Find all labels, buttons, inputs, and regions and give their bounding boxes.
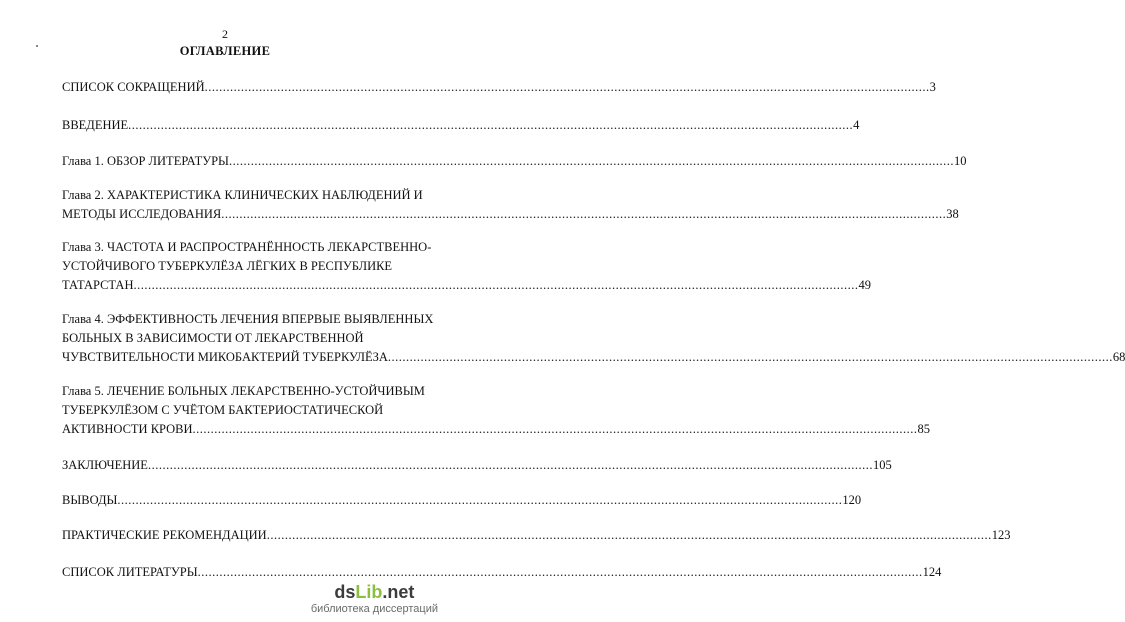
toc-dot-leader: ........................................................................................................................................................................................................ — [197, 565, 923, 579]
toc-entry — [62, 116, 860, 135]
toc-entry-line — [62, 563, 942, 582]
watermark-caption: библиотека диссертаций — [310, 603, 438, 615]
toc-entry-text: МЕТОДЫ ИССЛЕДОВАНИЯ — [62, 207, 222, 221]
watermark — [311, 582, 438, 616]
toc-dot-leader: ........................................................................................................................................................................................................ — [387, 350, 1113, 364]
toc-page-number: 38 — [946, 207, 959, 221]
toc-entry-line — [62, 491, 862, 510]
toc-entry-line — [62, 205, 959, 224]
toc-entry — [62, 382, 931, 439]
toc-entry-text: БОЛЬНЫХ В ЗАВИСИМОСТИ ОТ ЛЕКАРСТВЕННОЙ — [62, 331, 364, 345]
toc-entry — [62, 456, 892, 475]
toc-entry-line — [62, 526, 1011, 545]
toc-entry-line — [62, 116, 860, 135]
toc-entry-line — [62, 420, 931, 439]
toc-entry-text: ТАТАРСТАН — [62, 278, 134, 292]
toc-dot-leader: ........................................................................................................................................................................................................ — [221, 207, 947, 221]
toc-entry-text: Глава 5. ЛЕЧЕНИЕ БОЛЬНЫХ ЛЕКАРСТВЕННО-УСТОЙЧИВЫМ — [62, 384, 425, 398]
toc-entry-line — [62, 78, 936, 97]
page-title: ОГЛАВЛЕНИЕ — [179, 44, 271, 58]
toc-page-number: 3 — [929, 80, 936, 94]
toc-entry-line — [62, 276, 871, 295]
toc-page-number: 10 — [953, 154, 967, 168]
toc-entry-text: ПРАКТИЧЕСКИЕ РЕКОМЕНДАЦИИ — [62, 528, 267, 542]
toc-dot-leader: ........................................................................................................................................................................................................ — [266, 528, 992, 542]
toc-entry-text: СПИСОК ЛИТЕРАТУРЫ — [62, 565, 198, 579]
toc-entry — [62, 310, 1125, 367]
toc-page-number: 120 — [842, 493, 862, 507]
toc-dot-leader: ........................................................................................................................................................................................................ — [228, 154, 954, 168]
toc-entry-text: Глава 1. ОБЗОР ЛИТЕРАТУРЫ — [62, 154, 229, 168]
toc-page-number: 49 — [858, 278, 871, 292]
toc-page-number: 4 — [853, 118, 860, 132]
toc-entry-line — [62, 152, 967, 171]
toc-entry-text: СПИСОК СОКРАЩЕНИЙ — [62, 80, 205, 94]
toc-entry — [62, 238, 871, 295]
toc-entry-text: Глава 3. ЧАСТОТА И РАСПРОСТРАНЁННОСТЬ ЛЕКАРСТВЕННО- — [62, 240, 432, 254]
watermark-logo: dsLib.net — [334, 582, 415, 602]
toc-dot-leader: ........................................................................................................................................................................................................ — [204, 80, 930, 94]
toc-entry-text: ВЫВОДЫ — [62, 493, 118, 507]
toc-page-number: 123 — [991, 528, 1011, 542]
toc-dot-leader: ........................................................................................................................................................................................................ — [128, 118, 854, 132]
toc-page-number: 124 — [922, 565, 942, 579]
toc-dot-leader: ........................................................................................................................................................................................................ — [147, 458, 873, 472]
watermark-logo-accent: Lib — [355, 582, 383, 602]
toc-entry-text: ТУБЕРКУЛЁЗОМ С УЧЁТОМ БАКТЕРИОСТАТИЧЕСКОЙ — [62, 403, 384, 417]
toc-page-number: 105 — [872, 458, 892, 472]
toc-entry-line — [62, 456, 892, 475]
toc-entry — [62, 563, 942, 582]
toc-entry — [62, 526, 1011, 545]
toc-entry — [62, 152, 967, 171]
toc-dot-leader: ........................................................................................................................................................................................................ — [117, 493, 843, 507]
toc-entry-text: ЧУВСТВИТЕЛЬНОСТИ МИКОБАКТЕРИЙ ТУБЕРКУЛЁЗА — [62, 350, 388, 364]
page-number: 2 — [222, 27, 228, 41]
toc-page-number: 68 — [1112, 350, 1125, 364]
toc-page-number: 85 — [917, 422, 931, 436]
toc-dot-leader: ........................................................................................................................................................................................................ — [133, 278, 859, 292]
toc-entry-text: УСТОЙЧИВОГО ТУБЕРКУЛЁЗА ЛЁГКИХ В РЕСПУБЛИКЕ — [62, 259, 393, 273]
toc-entry-text: Глава 2. ХАРАКТЕРИСТИКА КЛИНИЧЕСКИХ НАБЛЮДЕНИЙ И — [62, 188, 423, 202]
toc-entry-text: Глава 4. ЭФФЕКТИВНОСТЬ ЛЕЧЕНИЯ ВПЕРВЫЕ ВЫЯВЛЕННЫХ — [62, 312, 434, 326]
toc-entry — [62, 491, 862, 510]
toc-entry — [62, 78, 936, 97]
scan-speck — [36, 45, 38, 47]
toc-entry — [62, 186, 959, 224]
toc-entry-text: ВВЕДЕНИЕ — [62, 118, 129, 132]
toc-dot-leader: ........................................................................................................................................................................................................ — [192, 422, 918, 436]
toc-entry-text: АКТИВНОСТИ КРОВИ — [62, 422, 193, 436]
toc-entry-text: ЗАКЛЮЧЕНИЕ — [62, 458, 148, 472]
toc-entry-line — [62, 348, 1125, 367]
